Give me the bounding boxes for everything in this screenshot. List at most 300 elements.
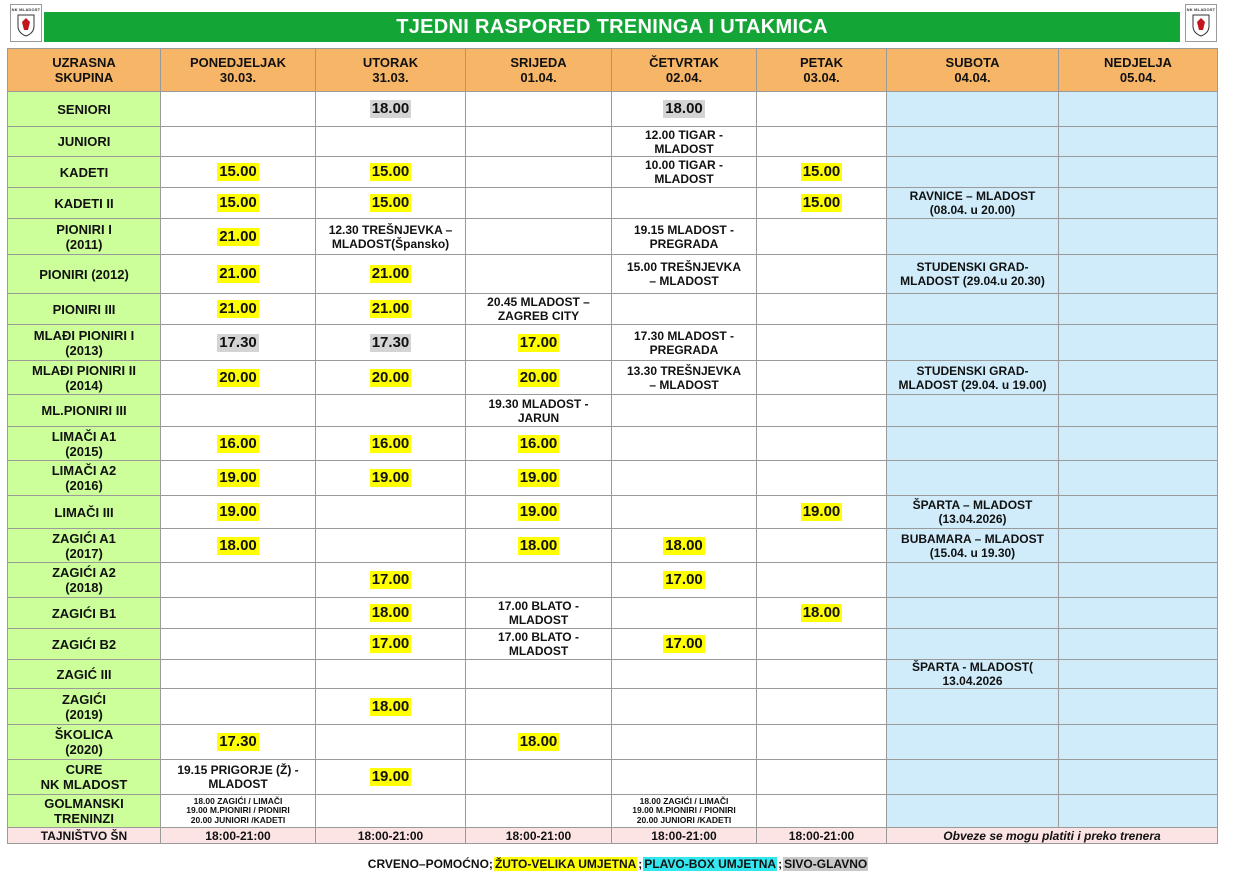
training-time: 18.00	[371, 604, 410, 621]
group-label: (2018)	[65, 580, 103, 595]
match-text: 17.00 BLATO -	[498, 599, 579, 613]
schedule-cell	[1059, 461, 1218, 496]
group-cell	[8, 660, 161, 689]
schedule-cell	[161, 127, 316, 157]
training-time: 17.00	[371, 635, 410, 652]
group-label: LIMAČI A2	[51, 463, 117, 478]
match-text: BUBAMARA – MLADOST	[901, 531, 1044, 546]
group-label: ŠKOLICA	[54, 727, 114, 742]
schedule-cell	[316, 598, 466, 629]
schedule-cell	[1059, 294, 1218, 325]
match-text: MLADOST	[508, 613, 569, 627]
schedule-cell	[316, 529, 466, 563]
schedule-cell	[161, 795, 316, 828]
schedule-cell	[316, 395, 466, 427]
match-text: MLADOST	[208, 777, 268, 791]
table-row	[8, 461, 1218, 496]
schedule-cell	[316, 725, 466, 760]
schedule-cell	[757, 660, 887, 689]
table-row	[8, 563, 1218, 598]
training-time: 16.00	[371, 434, 410, 452]
match-text: – MLADOST	[649, 274, 719, 288]
training-time: 17.30	[371, 333, 410, 351]
schedule-cell	[466, 92, 612, 127]
schedule-cell	[887, 395, 1059, 427]
training-time: 20.00	[371, 368, 410, 386]
schedule-cell	[1059, 760, 1218, 795]
schedule-cell	[757, 325, 887, 361]
group-cell	[8, 496, 161, 529]
schedule-cell	[466, 563, 612, 598]
schedule-cell	[612, 92, 757, 127]
match-text: STUDENSKI GRAD-	[916, 363, 1029, 378]
schedule-cell	[466, 157, 612, 188]
header-day-cell	[757, 49, 887, 92]
group-label: NK MLADOST	[40, 777, 128, 792]
schedule-cell	[1059, 361, 1218, 395]
group-label: (2016)	[65, 478, 103, 493]
schedule-cell	[1059, 725, 1218, 760]
goalkeeper-line: 19.00 M.PIONIRI / PIONIRI	[186, 805, 290, 816]
schedule-cell	[1059, 92, 1218, 127]
match-text: MLADOST	[654, 141, 714, 156]
group-label: ZAGIĆI B1	[51, 605, 117, 621]
match-text: – MLADOST	[649, 377, 719, 392]
schedule-cell	[887, 325, 1059, 361]
day-date: 01.04.	[520, 70, 557, 85]
office-hours: 18:00-21:00	[316, 828, 466, 844]
table-row	[8, 660, 1218, 689]
goalkeeper-schedule	[161, 797, 315, 826]
schedule-cell	[887, 294, 1059, 325]
training-time: 15.00	[371, 194, 410, 211]
schedule-cell	[1059, 660, 1218, 689]
schedule-cell	[612, 660, 757, 689]
group-cell	[8, 255, 161, 294]
schedule-cell	[316, 461, 466, 496]
schedule-cell	[466, 496, 612, 529]
schedule-cell	[757, 188, 887, 219]
training-time: 17.00	[665, 635, 703, 652]
schedule-cell	[161, 255, 316, 294]
table-row	[8, 529, 1218, 563]
schedule-cell	[466, 361, 612, 395]
schedule-cell	[612, 795, 757, 828]
schedule-cell	[757, 395, 887, 427]
schedule-cell	[161, 92, 316, 127]
match-text: (13.04.2026)	[938, 512, 1007, 526]
schedule-cell	[757, 92, 887, 127]
schedule-cell	[316, 157, 466, 188]
schedule-cell	[1059, 689, 1218, 725]
training-time: 15.00	[371, 163, 410, 180]
match-text: 20.45 MLADOST –	[487, 295, 590, 309]
schedule-cell	[1059, 127, 1218, 157]
group-cell	[8, 529, 161, 563]
day-name: UTORAK	[362, 55, 419, 70]
legend-gray: SIVO-GLAVNO	[784, 857, 868, 871]
group-label: (2015)	[65, 443, 103, 459]
schedule-cell	[161, 219, 316, 255]
table-row	[8, 725, 1218, 760]
schedule-cell	[316, 188, 466, 219]
office-hours: 18:00-21:00	[612, 828, 757, 844]
schedule-cell	[161, 361, 316, 395]
group-label: LIMAČI III	[54, 504, 114, 520]
logo-text: NK MLADOST	[11, 7, 41, 12]
schedule-cell	[612, 294, 757, 325]
group-label: PIONIRI III	[52, 301, 116, 317]
group-cell	[8, 689, 161, 725]
training-time: 17.30	[219, 733, 257, 750]
schedule-cell	[757, 157, 887, 188]
schedule-cell	[466, 795, 612, 828]
day-name: SUBOTA	[945, 55, 1000, 70]
group-label: PIONIRI I	[56, 221, 112, 237]
group-label: (2011)	[65, 236, 103, 252]
schedule-cell	[612, 563, 757, 598]
day-date: 03.04.	[803, 70, 840, 85]
schedule-cell	[757, 496, 887, 529]
schedule-cell	[316, 294, 466, 325]
table-row	[8, 325, 1218, 361]
group-label: (2019)	[65, 706, 103, 722]
header-row	[8, 49, 1218, 92]
schedule-cell	[1059, 157, 1218, 188]
schedule-cell	[887, 529, 1059, 563]
match-text: STUDENSKI GRAD-	[916, 260, 1029, 274]
schedule-cell	[612, 255, 757, 294]
training-time: 21.00	[219, 227, 257, 245]
training-time: 16.00	[219, 434, 257, 452]
goalkeeper-line: 20.00 JUNIORI /KADETI	[636, 814, 732, 825]
group-cell	[8, 563, 161, 598]
page-title: TJEDNI RASPORED TRENINGA I UTAKMICA	[44, 12, 1180, 42]
day-date: 02.04.	[665, 70, 703, 85]
schedule-cell	[161, 325, 316, 361]
schedule-cell	[612, 127, 757, 157]
schedule-table	[7, 48, 1218, 844]
schedule-cell	[887, 629, 1059, 660]
schedule-cell	[1059, 188, 1218, 219]
training-time: 15.00	[219, 163, 257, 180]
match-text: JARUN	[517, 410, 560, 425]
legend-sep: ;	[638, 857, 643, 871]
group-cell	[8, 92, 161, 127]
header-day-cell	[161, 49, 316, 92]
table-row	[8, 157, 1218, 188]
match-text: 13.04.2026	[942, 674, 1003, 688]
schedule-cell	[316, 219, 466, 255]
legend-red: CRVENO–POMOĆNO;	[367, 857, 493, 871]
group-label: ZAGIĆI B2	[51, 636, 117, 652]
day-name: SRIJEDA	[510, 55, 567, 70]
table-row	[8, 188, 1218, 219]
group-cell	[8, 188, 161, 219]
schedule-cell	[1059, 255, 1218, 294]
schedule-cell	[316, 92, 466, 127]
header-day-cell	[1059, 49, 1218, 92]
schedule-cell	[161, 660, 316, 689]
schedule-cell	[161, 725, 316, 760]
schedule-cell	[887, 598, 1059, 629]
schedule-cell	[757, 127, 887, 157]
training-time: 18.00	[519, 536, 558, 554]
schedule-cell	[161, 294, 316, 325]
schedule-cell	[757, 725, 887, 760]
group-label: ML.PIONIRI III	[41, 403, 127, 418]
header-group-cell	[8, 49, 161, 92]
match-text: MLADOST (29.04. u 19.00)	[898, 377, 1047, 392]
group-cell	[8, 725, 161, 760]
schedule-cell	[316, 660, 466, 689]
group-label: KADETI	[59, 164, 109, 180]
schedule-cell	[887, 157, 1059, 188]
table-row	[8, 598, 1218, 629]
office-hours: 18:00-21:00	[161, 828, 316, 844]
training-time: 19.00	[219, 469, 257, 486]
schedule-cell	[612, 157, 757, 188]
training-time: 21.00	[219, 265, 257, 282]
schedule-cell	[757, 361, 887, 395]
training-time: 15.00	[802, 163, 841, 180]
schedule-cell	[887, 127, 1059, 157]
schedule-cell	[316, 795, 466, 828]
schedule-cell	[612, 461, 757, 496]
schedule-cell	[757, 255, 887, 294]
header-day-cell	[316, 49, 466, 92]
match-text: MLADOST	[508, 644, 569, 658]
table-row	[8, 361, 1218, 395]
group-cell	[8, 760, 161, 795]
schedule-cell	[612, 598, 757, 629]
training-time: 19.00	[371, 469, 410, 486]
schedule-cell	[1059, 395, 1218, 427]
schedule-cell	[1059, 529, 1218, 563]
schedule-cell	[161, 760, 316, 795]
match-text: PREGRADA	[649, 342, 719, 357]
schedule-cell	[466, 325, 612, 361]
schedule-cell	[466, 529, 612, 563]
table-row	[8, 760, 1218, 795]
office-hours: 18:00-21:00	[757, 828, 887, 844]
match-text: ZAGREB CITY	[497, 309, 580, 323]
group-cell	[8, 325, 161, 361]
training-time: 19.00	[519, 503, 558, 520]
table-row	[8, 629, 1218, 660]
group-label: LIMAČI A1	[51, 428, 117, 444]
match-text: 13.30 TREŠNJEVKA	[626, 363, 742, 378]
schedule-cell	[466, 255, 612, 294]
training-time: 15.00	[219, 194, 257, 211]
schedule-cell	[612, 760, 757, 795]
legend-yellow: ŽUTO-VELIKA UMJETNA	[494, 857, 637, 871]
match-text: MLADOST	[654, 172, 714, 186]
training-time: 18.00	[371, 100, 410, 117]
group-label: ZAGIĆI A2	[52, 565, 116, 580]
schedule-cell	[757, 294, 887, 325]
schedule-cell	[161, 529, 316, 563]
match-text: MLADOST(Špansko)	[331, 236, 450, 251]
schedule-cell	[466, 219, 612, 255]
logo-text: NK MLADOST	[1186, 7, 1216, 12]
day-name: PETAK	[799, 55, 844, 70]
group-label: KADETI II	[54, 195, 114, 211]
training-time: 17.00	[371, 571, 410, 588]
match-text: PREGRADA	[649, 236, 719, 251]
color-legend	[0, 857, 1235, 871]
table-row	[8, 427, 1218, 461]
match-text: 17.30 MLADOST -	[633, 328, 735, 343]
schedule-cell	[1059, 219, 1218, 255]
group-cell	[8, 219, 161, 255]
group-cell	[8, 127, 161, 157]
schedule-cell	[161, 427, 316, 461]
match-text: 12.30 TREŠNJEVKA –	[328, 222, 453, 237]
shield-icon	[16, 13, 36, 37]
goalkeeper-line: 18.00 ZAGIĆI / LIMAČI	[193, 795, 283, 806]
schedule-cell	[161, 188, 316, 219]
group-label: GOLMANSKI	[44, 796, 124, 811]
schedule-cell	[612, 395, 757, 427]
schedule-cell	[161, 395, 316, 427]
schedule-cell	[316, 760, 466, 795]
schedule-cell	[161, 629, 316, 660]
table-row	[8, 496, 1218, 529]
table-row	[8, 294, 1218, 325]
training-time: 17.00	[519, 333, 558, 351]
legend-sep: ;	[778, 857, 783, 871]
group-cell	[8, 157, 161, 188]
schedule-cell	[316, 689, 466, 725]
schedule-cell	[612, 496, 757, 529]
header-day-cell	[612, 49, 757, 92]
schedule-cell	[757, 795, 887, 828]
training-time: 18.00	[519, 733, 558, 750]
group-label: (2014)	[65, 377, 103, 393]
schedule-cell	[887, 361, 1059, 395]
schedule-cell	[466, 725, 612, 760]
training-time: 21.00	[371, 300, 410, 317]
schedule-cell	[887, 255, 1059, 294]
schedule-cell	[612, 219, 757, 255]
training-time: 19.00	[802, 503, 841, 520]
match-text: 10.00 TIGAR -	[644, 158, 724, 172]
table-row	[8, 92, 1218, 127]
training-time: 18.00	[802, 604, 841, 621]
schedule-cell	[612, 529, 757, 563]
training-time: 21.00	[219, 300, 257, 317]
table-row	[8, 255, 1218, 294]
schedule-cell	[887, 760, 1059, 795]
schedule-cell	[1059, 325, 1218, 361]
schedule-cell	[466, 760, 612, 795]
schedule-cell	[161, 598, 316, 629]
schedule-cell	[887, 461, 1059, 496]
match-text: MLADOST (29.04.u 20.30)	[900, 274, 1045, 288]
day-date: 31.03.	[372, 70, 409, 85]
schedule-cell	[161, 689, 316, 725]
schedule-cell	[466, 127, 612, 157]
schedule-cell	[316, 127, 466, 157]
group-label: ZAGIĆI	[61, 691, 107, 707]
group-label: MLAĐI PIONIRI I	[33, 327, 135, 343]
group-label: (2020)	[65, 742, 103, 757]
schedule-cell	[1059, 427, 1218, 461]
legend-blue: PLAVO-BOX UMJETNA	[644, 857, 777, 871]
schedule-cell	[757, 461, 887, 496]
schedule-cell	[466, 427, 612, 461]
training-time: 18.00	[665, 536, 703, 554]
group-cell	[8, 598, 161, 629]
schedule-cell	[316, 325, 466, 361]
schedule-cell	[466, 461, 612, 496]
training-time: 19.00	[219, 503, 257, 520]
schedule-cell	[316, 629, 466, 660]
day-name: ČETVRTAK	[649, 55, 719, 70]
schedule-cell	[466, 598, 612, 629]
group-label: MLAĐI PIONIRI II	[32, 362, 136, 378]
training-time: 18.00	[219, 536, 257, 554]
schedule-cell	[161, 461, 316, 496]
header-day-cell	[466, 49, 612, 92]
schedule-cell	[887, 496, 1059, 529]
training-time: 20.00	[219, 368, 257, 386]
schedule-cell	[316, 496, 466, 529]
match-text: 19.30 MLADOST -	[488, 396, 589, 411]
schedule-cell	[466, 660, 612, 689]
match-text: (15.04. u 19.30)	[929, 545, 1016, 560]
group-label: PIONIRI (2012)	[39, 266, 129, 282]
training-time: 19.00	[519, 469, 558, 486]
schedule-cell	[757, 760, 887, 795]
day-name: PONEDJELJAK	[189, 55, 287, 70]
training-time: 16.00	[519, 434, 558, 452]
group-cell	[8, 427, 161, 461]
schedule-cell	[612, 725, 757, 760]
training-time: 18.00	[665, 100, 703, 117]
day-date: 05.04.	[1119, 70, 1157, 85]
group-cell	[8, 795, 161, 828]
match-text: 19.15 PRIGORJE (Ž) -	[177, 763, 299, 777]
group-cell	[8, 361, 161, 395]
training-time: 18.00	[371, 697, 410, 715]
group-cell	[8, 395, 161, 427]
group-label: (2013)	[65, 342, 103, 358]
club-logo-right	[1185, 4, 1217, 42]
match-text: 19.15 MLADOST -	[633, 222, 735, 237]
schedule-cell	[316, 255, 466, 294]
schedule-cell	[1059, 795, 1218, 828]
schedule-cell	[1059, 629, 1218, 660]
schedule-cell	[887, 563, 1059, 598]
schedule-cell	[612, 689, 757, 725]
table-row	[8, 219, 1218, 255]
schedule-cell	[757, 529, 887, 563]
schedule-cell	[316, 361, 466, 395]
schedule-cell	[757, 563, 887, 598]
schedule-cell	[1059, 563, 1218, 598]
goalkeeper-line: 19.00 M.PIONIRI / PIONIRI	[632, 805, 736, 816]
goalkeeper-line: 18.00 ZAGIĆI / LIMAČI	[639, 795, 729, 806]
day-name: NEDJELJA	[1104, 55, 1172, 70]
group-label: JUNIORI	[57, 134, 111, 149]
group-label: TRENINZI	[54, 811, 114, 826]
match-text: 15.00 TREŠNJEVKA	[626, 260, 742, 274]
schedule-cell	[466, 294, 612, 325]
schedule-cell	[612, 325, 757, 361]
training-time: 20.00	[519, 368, 558, 386]
